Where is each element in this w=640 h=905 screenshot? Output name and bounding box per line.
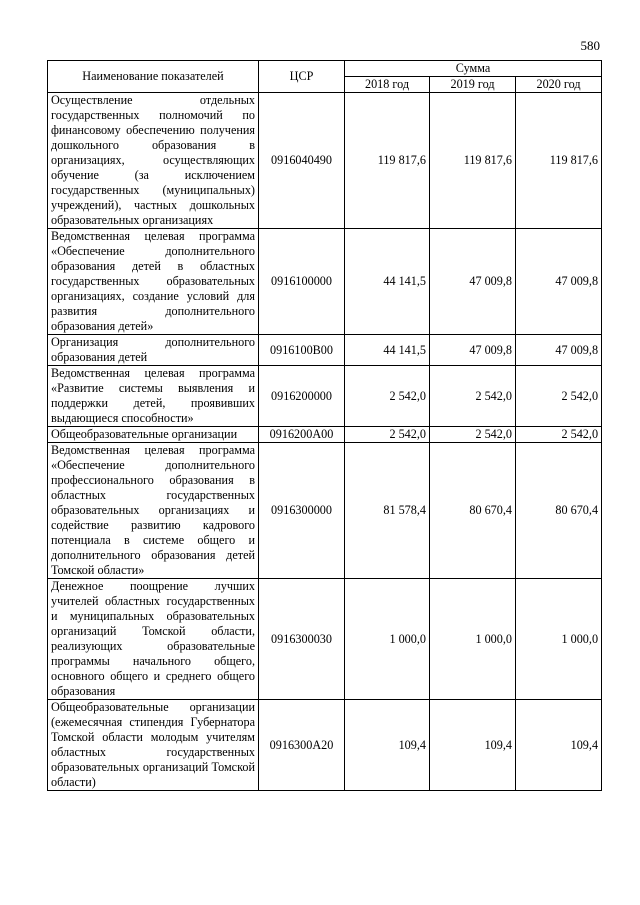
row-code-cell: 0916200000 xyxy=(259,366,345,427)
row-name-cell: Ведомственная целевая программа «Развитие системы выявления и поддержки детей, проявивших выдающиеся способности» xyxy=(48,366,259,427)
header-year-2018: 2018 год xyxy=(345,77,430,93)
row-code-cell: 0916100В00 xyxy=(259,335,345,366)
row-amount-2019: 47 009,8 xyxy=(430,335,516,366)
table-row xyxy=(48,335,602,366)
row-name-cell: Ведомственная целевая программа «Обеспечение дополнительного образования детей в областных государственных образовательных организациях, создание условий для развития дополнительного образования детей» xyxy=(48,229,259,335)
row-amount-2020: 2 542,0 xyxy=(516,427,602,443)
row-amount-2019: 2 542,0 xyxy=(430,366,516,427)
row-amount-2020: 119 817,6 xyxy=(516,93,602,229)
table-row xyxy=(48,366,602,427)
table-body xyxy=(48,93,602,791)
table-row xyxy=(48,93,602,229)
row-amount-2020: 47 009,8 xyxy=(516,335,602,366)
row-amount-2018: 44 141,5 xyxy=(345,335,430,366)
header-year-2020: 2020 год xyxy=(516,77,602,93)
row-amount-2019: 109,4 xyxy=(430,700,516,791)
row-amount-2018: 1 000,0 xyxy=(345,579,430,700)
row-code-cell: 0916100000 xyxy=(259,229,345,335)
row-amount-2020: 1 000,0 xyxy=(516,579,602,700)
table-row xyxy=(48,229,602,335)
row-code-cell: 0916300000 xyxy=(259,443,345,579)
header-row xyxy=(48,61,602,77)
row-amount-2020: 2 542,0 xyxy=(516,366,602,427)
row-amount-2018: 109,4 xyxy=(345,700,430,791)
page-number: 580 xyxy=(580,38,600,53)
row-amount-2019: 47 009,8 xyxy=(430,229,516,335)
row-amount-2019: 1 000,0 xyxy=(430,579,516,700)
row-code-cell: 0916040490 xyxy=(259,93,345,229)
row-name-cell: Организация дополнительного образования детей xyxy=(48,335,259,366)
row-code-cell: 0916200А00 xyxy=(259,427,345,443)
header-code: ЦСР xyxy=(259,61,345,93)
table-row xyxy=(48,427,602,443)
row-name-cell: Общеобразовательные организации xyxy=(48,427,259,443)
row-amount-2020: 47 009,8 xyxy=(516,229,602,335)
row-amount-2020: 80 670,4 xyxy=(516,443,602,579)
header-year-2019: 2019 год xyxy=(430,77,516,93)
row-amount-2019: 2 542,0 xyxy=(430,427,516,443)
header-sum: Сумма xyxy=(345,61,602,77)
row-amount-2019: 80 670,4 xyxy=(430,443,516,579)
row-code-cell: 0916300А20 xyxy=(259,700,345,791)
budget-table xyxy=(47,60,602,791)
row-amount-2018: 44 141,5 xyxy=(345,229,430,335)
row-amount-2018: 119 817,6 xyxy=(345,93,430,229)
row-name-cell: Осуществление отдельных государственных полномочий по финансовому обеспечению получения дошкольного образования в организациях, осуществляющих обучение (за исключением государственных (муниципальных) учреждений), частных дошкольных образовательных организациях xyxy=(48,93,259,229)
row-amount-2019: 119 817,6 xyxy=(430,93,516,229)
header-name: Наименование показателей xyxy=(48,61,259,93)
row-amount-2018: 81 578,4 xyxy=(345,443,430,579)
row-name-cell: Денежное поощрение лучших учителей областных государственных и муниципальных образовательных организаций Томской области, реализующих образовательные программы начального общего, основного общего и среднего общего образования xyxy=(48,579,259,700)
row-amount-2018: 2 542,0 xyxy=(345,427,430,443)
table-row xyxy=(48,700,602,791)
row-amount-2018: 2 542,0 xyxy=(345,366,430,427)
row-name-cell: Общеобразовательные организации (ежемесячная стипендия Губернатора Томской области молодым учителям областных государственных образовательных организаций Томской области) xyxy=(48,700,259,791)
table-row xyxy=(48,579,602,700)
row-name-cell: Ведомственная целевая программа «Обеспечение дополнительного профессионального образования в областных государственных образовательных организациях и содействие развитию кадрового потенциала в системе общего и дополнительного образования детей Томской области» xyxy=(48,443,259,579)
row-code-cell: 0916300030 xyxy=(259,579,345,700)
row-amount-2020: 109,4 xyxy=(516,700,602,791)
table-row xyxy=(48,443,602,579)
